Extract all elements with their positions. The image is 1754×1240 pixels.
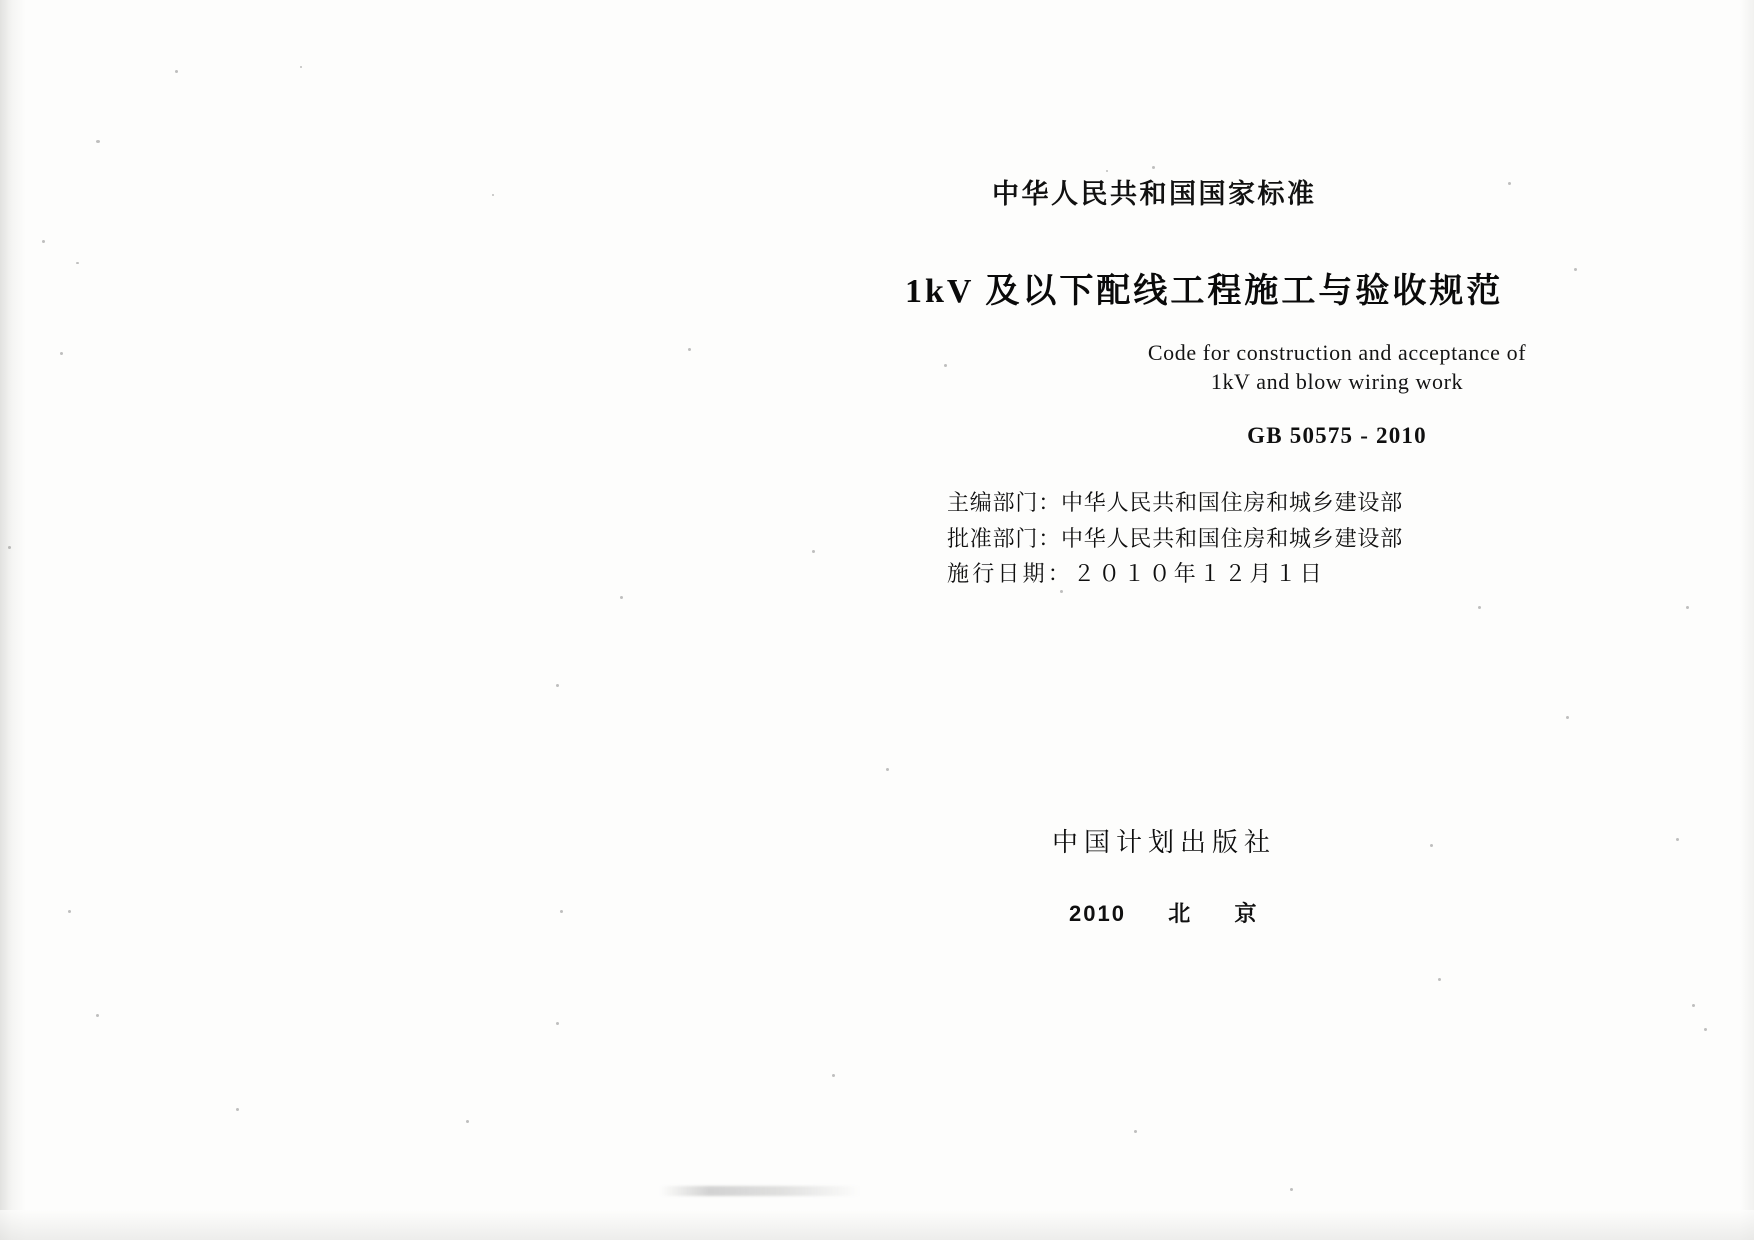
publisher-block	[627, 822, 1687, 928]
publication-place-char-2: 京	[1234, 901, 1259, 926]
scan-smudge	[660, 1186, 860, 1196]
scan-edge-right	[1740, 0, 1754, 1240]
english-title	[627, 312, 1687, 396]
publication-place-char-1: 北	[1168, 901, 1193, 926]
publication-info	[627, 859, 1687, 928]
english-title-line-2: 1kV and blow wiring work	[1210, 369, 1464, 395]
effective-date: 施行日期：２０１０年１２月１日	[947, 561, 1326, 587]
national-standard-label: 中华人民共和国国家标准	[992, 179, 1317, 209]
english-title-line-1: Code for construction and acceptance of	[1147, 340, 1527, 365]
title-block	[627, 172, 1687, 592]
scan-edge-bottom	[0, 1210, 1754, 1240]
scan-edge-left	[0, 0, 26, 1240]
standard-code-number: GB 50575 - 2010	[1247, 423, 1427, 449]
editing-department: 主编部门：中华人民共和国住房和城乡建设部	[947, 490, 1404, 516]
metadata-block	[627, 449, 1687, 592]
publication-year: 2010	[1069, 901, 1126, 926]
publisher-name: 中国计划出版社	[1052, 828, 1277, 857]
page-title: 1kV 及以下配线工程施工与验收规范	[905, 273, 1504, 310]
approving-department: 批准部门：中华人民共和国住房和城乡建设部	[947, 525, 1404, 551]
